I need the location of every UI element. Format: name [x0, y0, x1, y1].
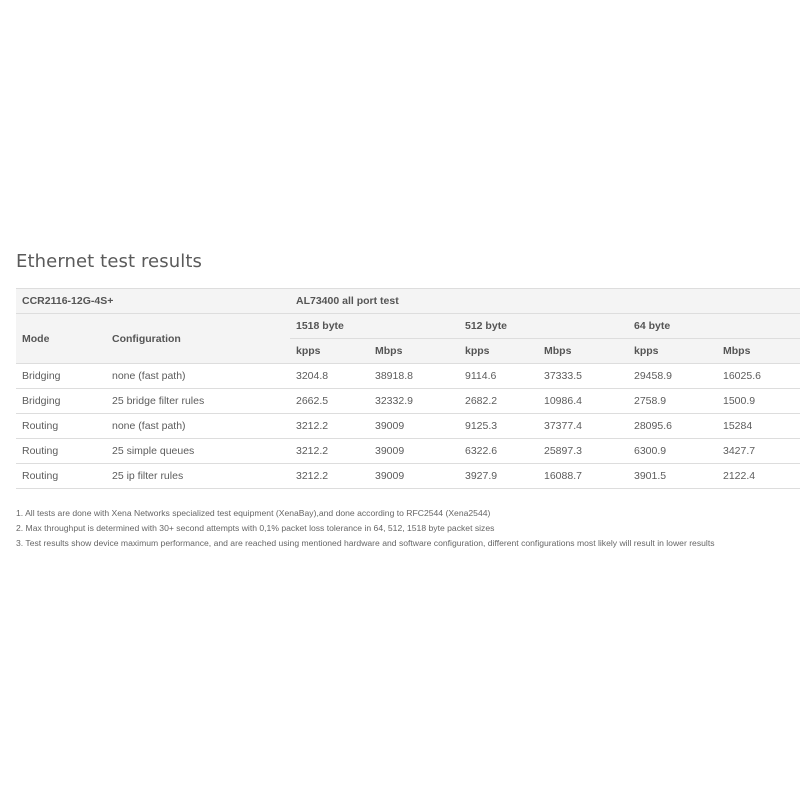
value-cell: 39009: [369, 414, 459, 439]
mode-header: Mode: [16, 314, 106, 364]
section-title: Ethernet test results: [16, 251, 202, 272]
configuration-cell: none (fast path): [106, 414, 290, 439]
unit-header: Mbps: [369, 339, 459, 364]
mode-cell: Routing: [16, 414, 106, 439]
value-cell: 2122.4: [717, 464, 800, 489]
group-header-64: 64 byte: [628, 314, 800, 339]
value-cell: 9114.6: [459, 364, 538, 389]
ethernet-test-results-section: [16, 250, 800, 551]
unit-header: kpps: [459, 339, 538, 364]
value-cell: 37333.5: [538, 364, 628, 389]
unit-header: kpps: [628, 339, 717, 364]
value-cell: 3212.2: [290, 414, 369, 439]
mode-cell: Bridging: [16, 389, 106, 414]
value-cell: 16025.6: [717, 364, 800, 389]
configuration-cell: 25 bridge filter rules: [106, 389, 290, 414]
value-cell: 3427.7: [717, 439, 800, 464]
value-cell: 6300.9: [628, 439, 717, 464]
value-cell: 2662.5: [290, 389, 369, 414]
value-cell: 3212.2: [290, 439, 369, 464]
header-row-device: [16, 289, 800, 314]
value-cell: 38918.8: [369, 364, 459, 389]
unit-header: Mbps: [538, 339, 628, 364]
value-cell: 3204.8: [290, 364, 369, 389]
value-cell: 10986.4: [538, 389, 628, 414]
mode-cell: Routing: [16, 464, 106, 489]
value-cell: 2682.2: [459, 389, 538, 414]
mode-cell: Bridging: [16, 364, 106, 389]
value-cell: 39009: [369, 439, 459, 464]
value-cell: 3212.2: [290, 464, 369, 489]
table-row: [16, 439, 800, 464]
configuration-cell: 25 ip filter rules: [106, 464, 290, 489]
value-cell: 1500.9: [717, 389, 800, 414]
table-row: [16, 464, 800, 489]
value-cell: 28095.6: [628, 414, 717, 439]
unit-header: Mbps: [717, 339, 800, 364]
table-row: [16, 389, 800, 414]
unit-header: kpps: [290, 339, 369, 364]
device-name: CCR2116-12G-4S+: [16, 289, 290, 314]
footnotes: [16, 506, 800, 551]
footnote: 2. Max throughput is determined with 30+ second attempts with 0,1% packet loss tolerance in 64, 512, 1518 byte packet sizes: [16, 523, 495, 533]
table-row: [16, 364, 800, 389]
value-cell: 39009: [369, 464, 459, 489]
table-row: [16, 414, 800, 439]
value-cell: 3901.5: [628, 464, 717, 489]
results-table: [16, 288, 800, 489]
value-cell: 6322.6: [459, 439, 538, 464]
value-cell: 15284: [717, 414, 800, 439]
value-cell: 9125.3: [459, 414, 538, 439]
group-header-1518: 1518 byte: [290, 314, 459, 339]
value-cell: 29458.9: [628, 364, 717, 389]
value-cell: 2758.9: [628, 389, 717, 414]
value-cell: 25897.3: [538, 439, 628, 464]
value-cell: 16088.7: [538, 464, 628, 489]
footnote: 3. Test results show device maximum performance, and are reached using mentioned hardware and software configuration, different configurations most likely will result in lower results: [16, 538, 715, 548]
test-name: AL73400 all port test: [290, 289, 800, 314]
configuration-header: Configuration: [106, 314, 290, 364]
value-cell: 37377.4: [538, 414, 628, 439]
configuration-cell: none (fast path): [106, 364, 290, 389]
value-cell: 3927.9: [459, 464, 538, 489]
header-row-groups: [16, 314, 800, 339]
footnote: 1. All tests are done with Xena Networks specialized test equipment (XenaBay),and done according to RFC2544 (Xena2544): [16, 508, 491, 518]
configuration-cell: 25 simple queues: [106, 439, 290, 464]
group-header-512: 512 byte: [459, 314, 628, 339]
mode-cell: Routing: [16, 439, 106, 464]
value-cell: 32332.9: [369, 389, 459, 414]
